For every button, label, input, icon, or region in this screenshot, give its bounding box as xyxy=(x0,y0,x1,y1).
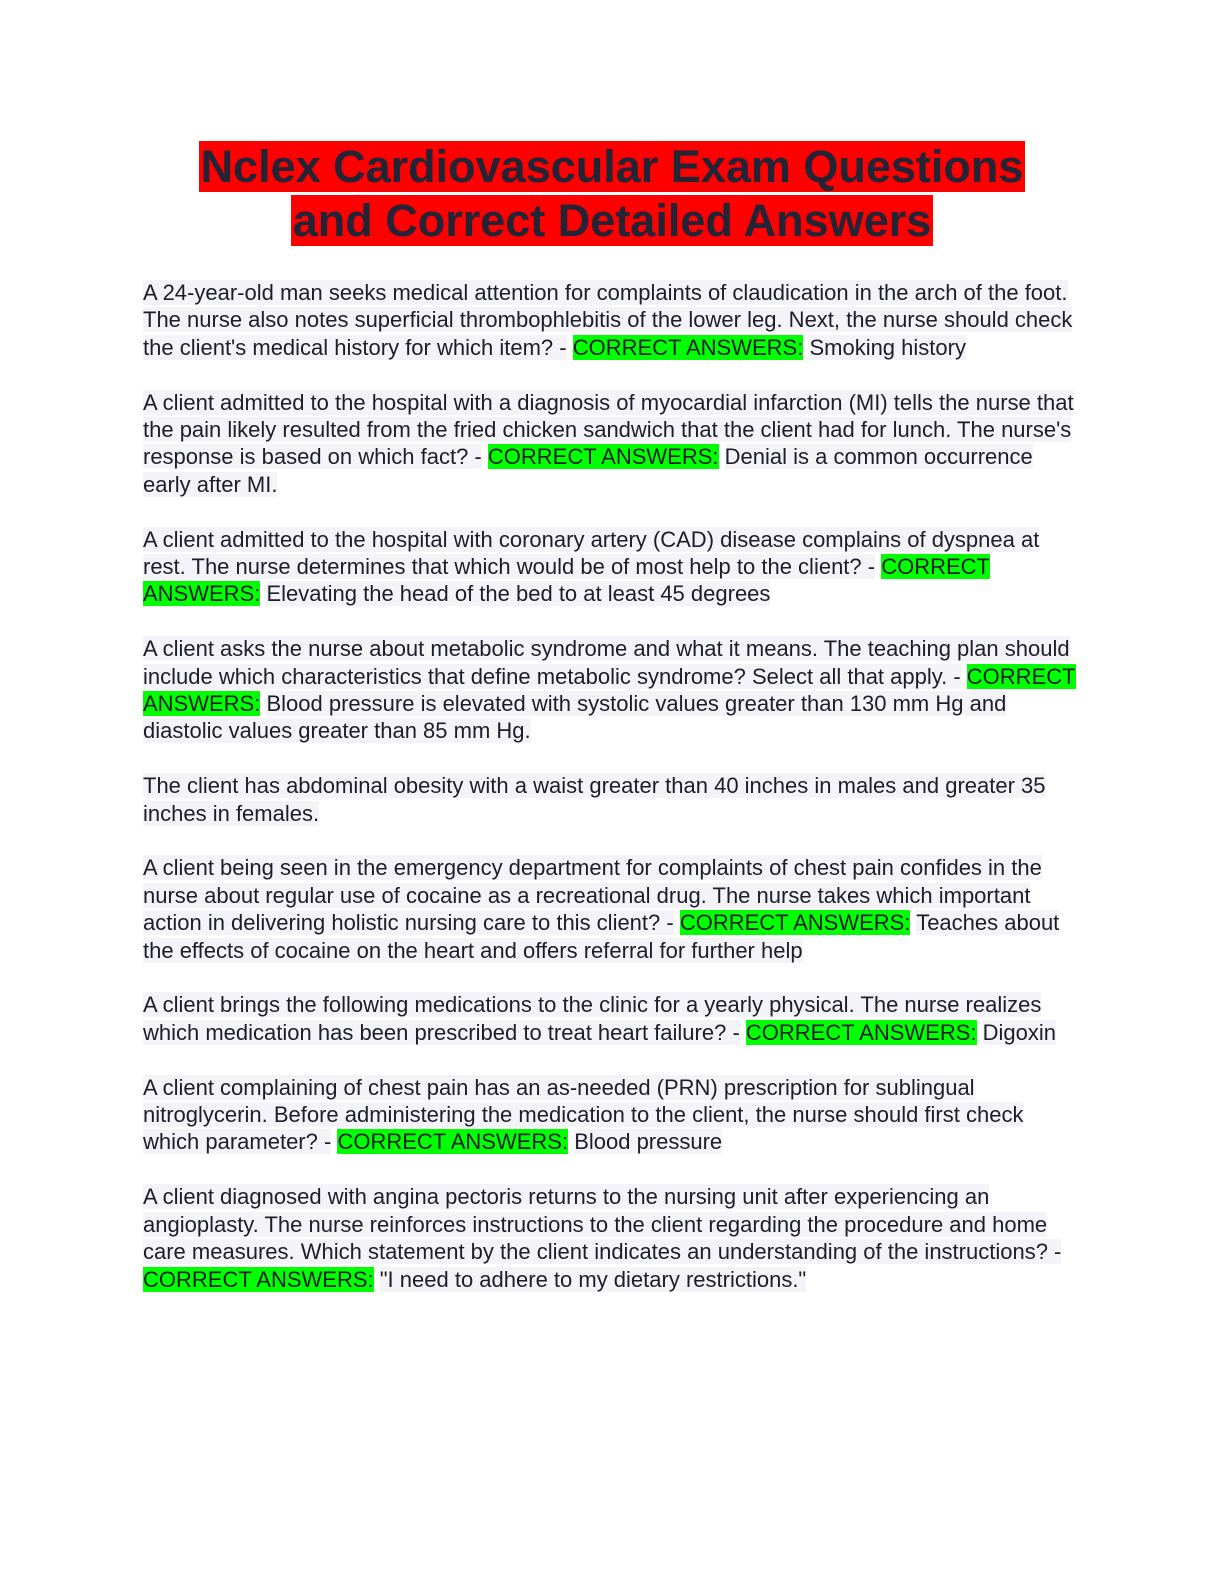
answer-text: Blood pressure is elevated with systolic values greater than 130 mm Hg and diastolic values greater than 85 mm Hg. xyxy=(143,691,1007,744)
answer-text: Blood pressure xyxy=(574,1129,723,1155)
qa-item-8 xyxy=(143,1183,1083,1293)
answer-marker: CORRECT ANSWERS: xyxy=(143,1266,374,1292)
qa-item-4 xyxy=(143,635,1083,745)
qa-list xyxy=(143,279,1083,1320)
answer-text: Teaches about the effects of cocaine on the heart and offers referral for further help xyxy=(143,910,1060,963)
answer-marker: CORRECT ANSWERS: xyxy=(337,1129,569,1155)
qa-item-4-continued xyxy=(143,772,1083,827)
answer-marker: CORRECT ANSWERS: xyxy=(679,910,911,936)
answer-text: The client has abdominal obesity with a waist greater than 40 inches in males and greater 35 inches in females. xyxy=(143,773,1046,826)
question-text: A client being seen in the emergency department for complaints of chest pain confides in the nurse about regular use of cocaine as a recreational drug. The nurse takes which important action in delivering holistic nursing care to this client? - xyxy=(143,855,1042,936)
qa-item-3 xyxy=(143,526,1083,608)
question-text: A client complaining of chest pain has an as-needed (PRN) prescription for sublingual nitroglycerin. Before administering the medication to the client, the nurse should first check which parameter? - xyxy=(143,1074,1024,1155)
question-text: A client admitted to the hospital with a diagnosis of myocardial infarction (MI) tells the nurse that the pain likely resulted from the fried chicken sandwich that the client had for lunch. The nurse's response is based on which fact? - xyxy=(143,389,1074,470)
qa-item-1 xyxy=(143,279,1083,361)
answer-marker: CORRECT ANSWERS: xyxy=(143,663,1076,717)
question-text: A client diagnosed with angina pectoris returns to the nursing unit after experiencing an angioplasty. The nurse reinforces instructions to the client regarding the procedure and home care measures. Which statement by the client indicates an understanding of the instructions? - xyxy=(143,1184,1062,1265)
answer-text: Digoxin xyxy=(982,1019,1057,1045)
answer-text: "I need to adhere to my dietary restrictions." xyxy=(379,1266,807,1292)
title-line-1: Nclex Cardiovascular Exam Questions xyxy=(200,141,1024,192)
qa-item-2 xyxy=(143,389,1083,499)
answer-marker: CORRECT ANSWERS: xyxy=(745,1019,977,1045)
question-text: A client asks the nurse about metabolic syndrome and what it means. The teaching plan should include which characteristics that define metabolic syndrome? Select all that apply. - xyxy=(143,636,1070,689)
qa-item-7 xyxy=(143,1074,1083,1156)
answer-text: Elevating the head of the bed to at least 45 degrees xyxy=(266,581,771,607)
question-text: A client admitted to the hospital with coronary artery (CAD) disease complains of dyspnea at rest. The nurse determines that which would be of most help to the client? - xyxy=(143,526,1040,580)
answer-marker: CORRECT ANSWERS: xyxy=(143,554,990,607)
answer-text: Denial is a common occurrence early after MI. xyxy=(143,444,1033,497)
title-line-2: and Correct Detailed Answers xyxy=(292,195,932,246)
question-text: A client brings the following medications to the clinic for a yearly physical. The nurse realizes which medication has been prescribed to treat heart failure? - xyxy=(143,992,1042,1045)
qa-item-5 xyxy=(143,854,1083,964)
answer-text: Smoking history xyxy=(809,334,966,360)
document-title xyxy=(0,140,1224,248)
answer-marker: CORRECT ANSWERS: xyxy=(487,444,719,470)
question-text: A 24-year-old man seeks medical attention for complaints of claudication in the arch of the foot. The nurse also notes superficial thrombophlebitis of the lower leg. Next, the nurse should check the client's medical history for which item? - xyxy=(143,280,1073,360)
answer-marker: CORRECT ANSWERS: xyxy=(572,334,804,360)
qa-item-6 xyxy=(143,991,1083,1046)
